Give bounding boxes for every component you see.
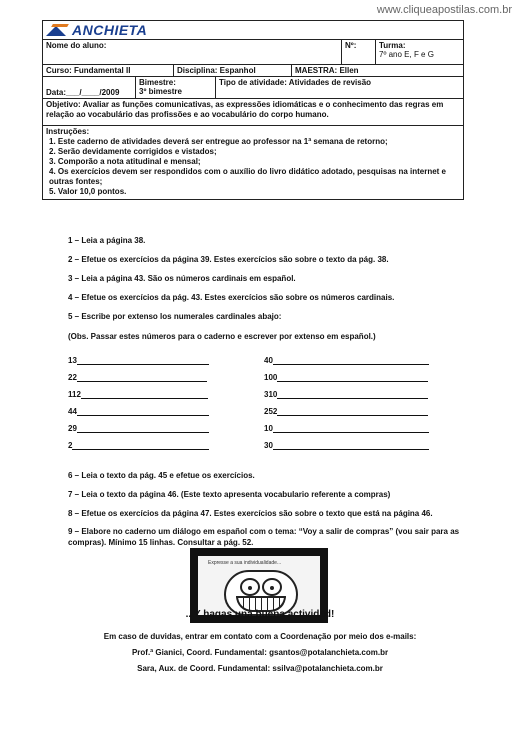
contact-line-1: Em caso de duvidas, entrar em contato com a Coordenação por meio dos e-mails:	[103, 632, 417, 641]
contact-line-3: Sara, Aux. de Coord. Fundamental: ssilva@potalanchieta.com.br	[137, 664, 383, 673]
instructions	[43, 126, 463, 199]
instruction-item: 1. Este caderno de atividades deverá ser entregue ao professor na 1ª semana de retorno;	[49, 137, 388, 146]
instruction-item: 3. Comporão a nota atitudinal e mensal;	[49, 157, 201, 166]
number-label: 44	[68, 407, 77, 416]
number-label: 10	[264, 424, 273, 433]
bimester-field	[135, 77, 215, 98]
question-5-note: (Obs. Passar estes números para o caderno e escrever por extenso em español.)	[68, 332, 376, 341]
eye-icon	[240, 578, 260, 596]
student-name-field: Nome do aluno:	[46, 41, 107, 50]
number-line-right	[264, 407, 428, 416]
question-7: 7 – Leia o texto da página 46. (Este texto apresenta vocabulario referente a compras)	[68, 490, 391, 499]
number-line-left	[68, 407, 209, 416]
question-6: 6 – Leia o texto da pág. 45 e efetue os exercícios.	[68, 471, 255, 480]
instruction-item: 4. Os exercícios devem ser respondidos com o auxílio do livro didático adotado, pesquisas na internet e outras fontes;	[49, 167, 447, 186]
instruction-item: 2. Serão devidamente corrigidos e vistados;	[49, 147, 217, 156]
teacher-field: MAESTRA: Ellen	[291, 65, 463, 76]
objective: Objetivo: Avaliar as funções comunicativas, as expressões idiomáticas e o conhecimento das regras em relação ao vocabulário das profissões e ao vocabulário do corpo humano.	[46, 100, 444, 119]
question-8: 8 – Efetue os exercícios da página 47. Estes exercícios são sobre o texto que está na página 46.	[68, 509, 433, 518]
bimester-label: Bimestre:	[139, 78, 176, 87]
number-line-right	[264, 424, 429, 433]
number-line-left	[68, 373, 207, 382]
image-caption: Expresse a sua individualidade...	[208, 560, 282, 566]
watermark: www.cliqueapostilas.com.br	[376, 4, 512, 16]
number-label: 252	[264, 407, 278, 416]
logo-text: ANCHIETA	[72, 22, 148, 38]
anchieta-logo-icon	[46, 24, 68, 36]
number-label: 2	[68, 441, 73, 450]
class-value: 7º ano E, F e G	[379, 50, 434, 59]
activity-type-field: Tipo de atividade: Atividades de revisão	[215, 77, 463, 98]
number-field: Nº:	[341, 40, 375, 64]
number-line-right	[264, 373, 428, 382]
course-field: Curso: Fundamental II	[46, 66, 131, 75]
number-line-left	[68, 390, 208, 399]
number-label: 30	[264, 441, 273, 450]
question-1: 1 – Leia a página 38.	[68, 236, 146, 245]
contact-line-2: Prof.ª Gianici, Coord. Fundamental: gsantos@potalanchieta.com.br	[131, 648, 389, 657]
class-label: Turma:	[379, 41, 406, 50]
subject-field: Disciplina: Espanhol	[173, 65, 291, 76]
number-label: 40	[264, 356, 273, 365]
logo-row	[43, 21, 463, 39]
number-line-right	[264, 356, 429, 365]
question-2: 2 – Efetue os exercícios da página 39. Estes exercícios são sobre o texto da pág. 38.	[68, 255, 389, 264]
number-label: 13	[68, 356, 77, 365]
number-label: 112	[68, 390, 81, 399]
date-field: Data:___/____/2009	[46, 88, 120, 97]
number-label: 29	[68, 424, 77, 433]
number-line-right	[264, 390, 428, 399]
question-3: 3 – Leia a página 43. São os números cardinais em español.	[68, 274, 296, 283]
number-label: 100	[264, 373, 278, 382]
class-field	[375, 40, 463, 64]
bimester-value: 3º bimestre	[139, 87, 182, 96]
question-5: 5 – Escribe por extenso los numerales cardinales abajo:	[68, 312, 282, 321]
question-4: 4 – Efetue os exercícios da pág. 43. Estes exercícios são sobre os números cardinais.	[68, 293, 395, 302]
number-line-left	[68, 356, 209, 365]
number-label: 310	[264, 390, 278, 399]
logo	[43, 21, 463, 39]
closing-message: ...Y hagas una buena actividad!	[185, 609, 335, 620]
number-label: 22	[68, 373, 77, 382]
header-table	[42, 20, 464, 200]
image-panel	[198, 556, 320, 615]
eye-icon	[262, 578, 282, 596]
number-line-right	[264, 441, 429, 450]
number-line-left	[68, 424, 209, 433]
instruction-item: 5. Valor 10,0 pontos.	[49, 187, 127, 196]
question-9: 9 – Elabore no caderno um diálogo em español com o tema: “Voy a salir de compras” (vou sair para as compras). Mínimo 15 linhas. Consultar a pág. 52.	[68, 527, 460, 547]
number-line-left	[68, 441, 209, 450]
instructions-title: Instruções:	[46, 127, 90, 136]
